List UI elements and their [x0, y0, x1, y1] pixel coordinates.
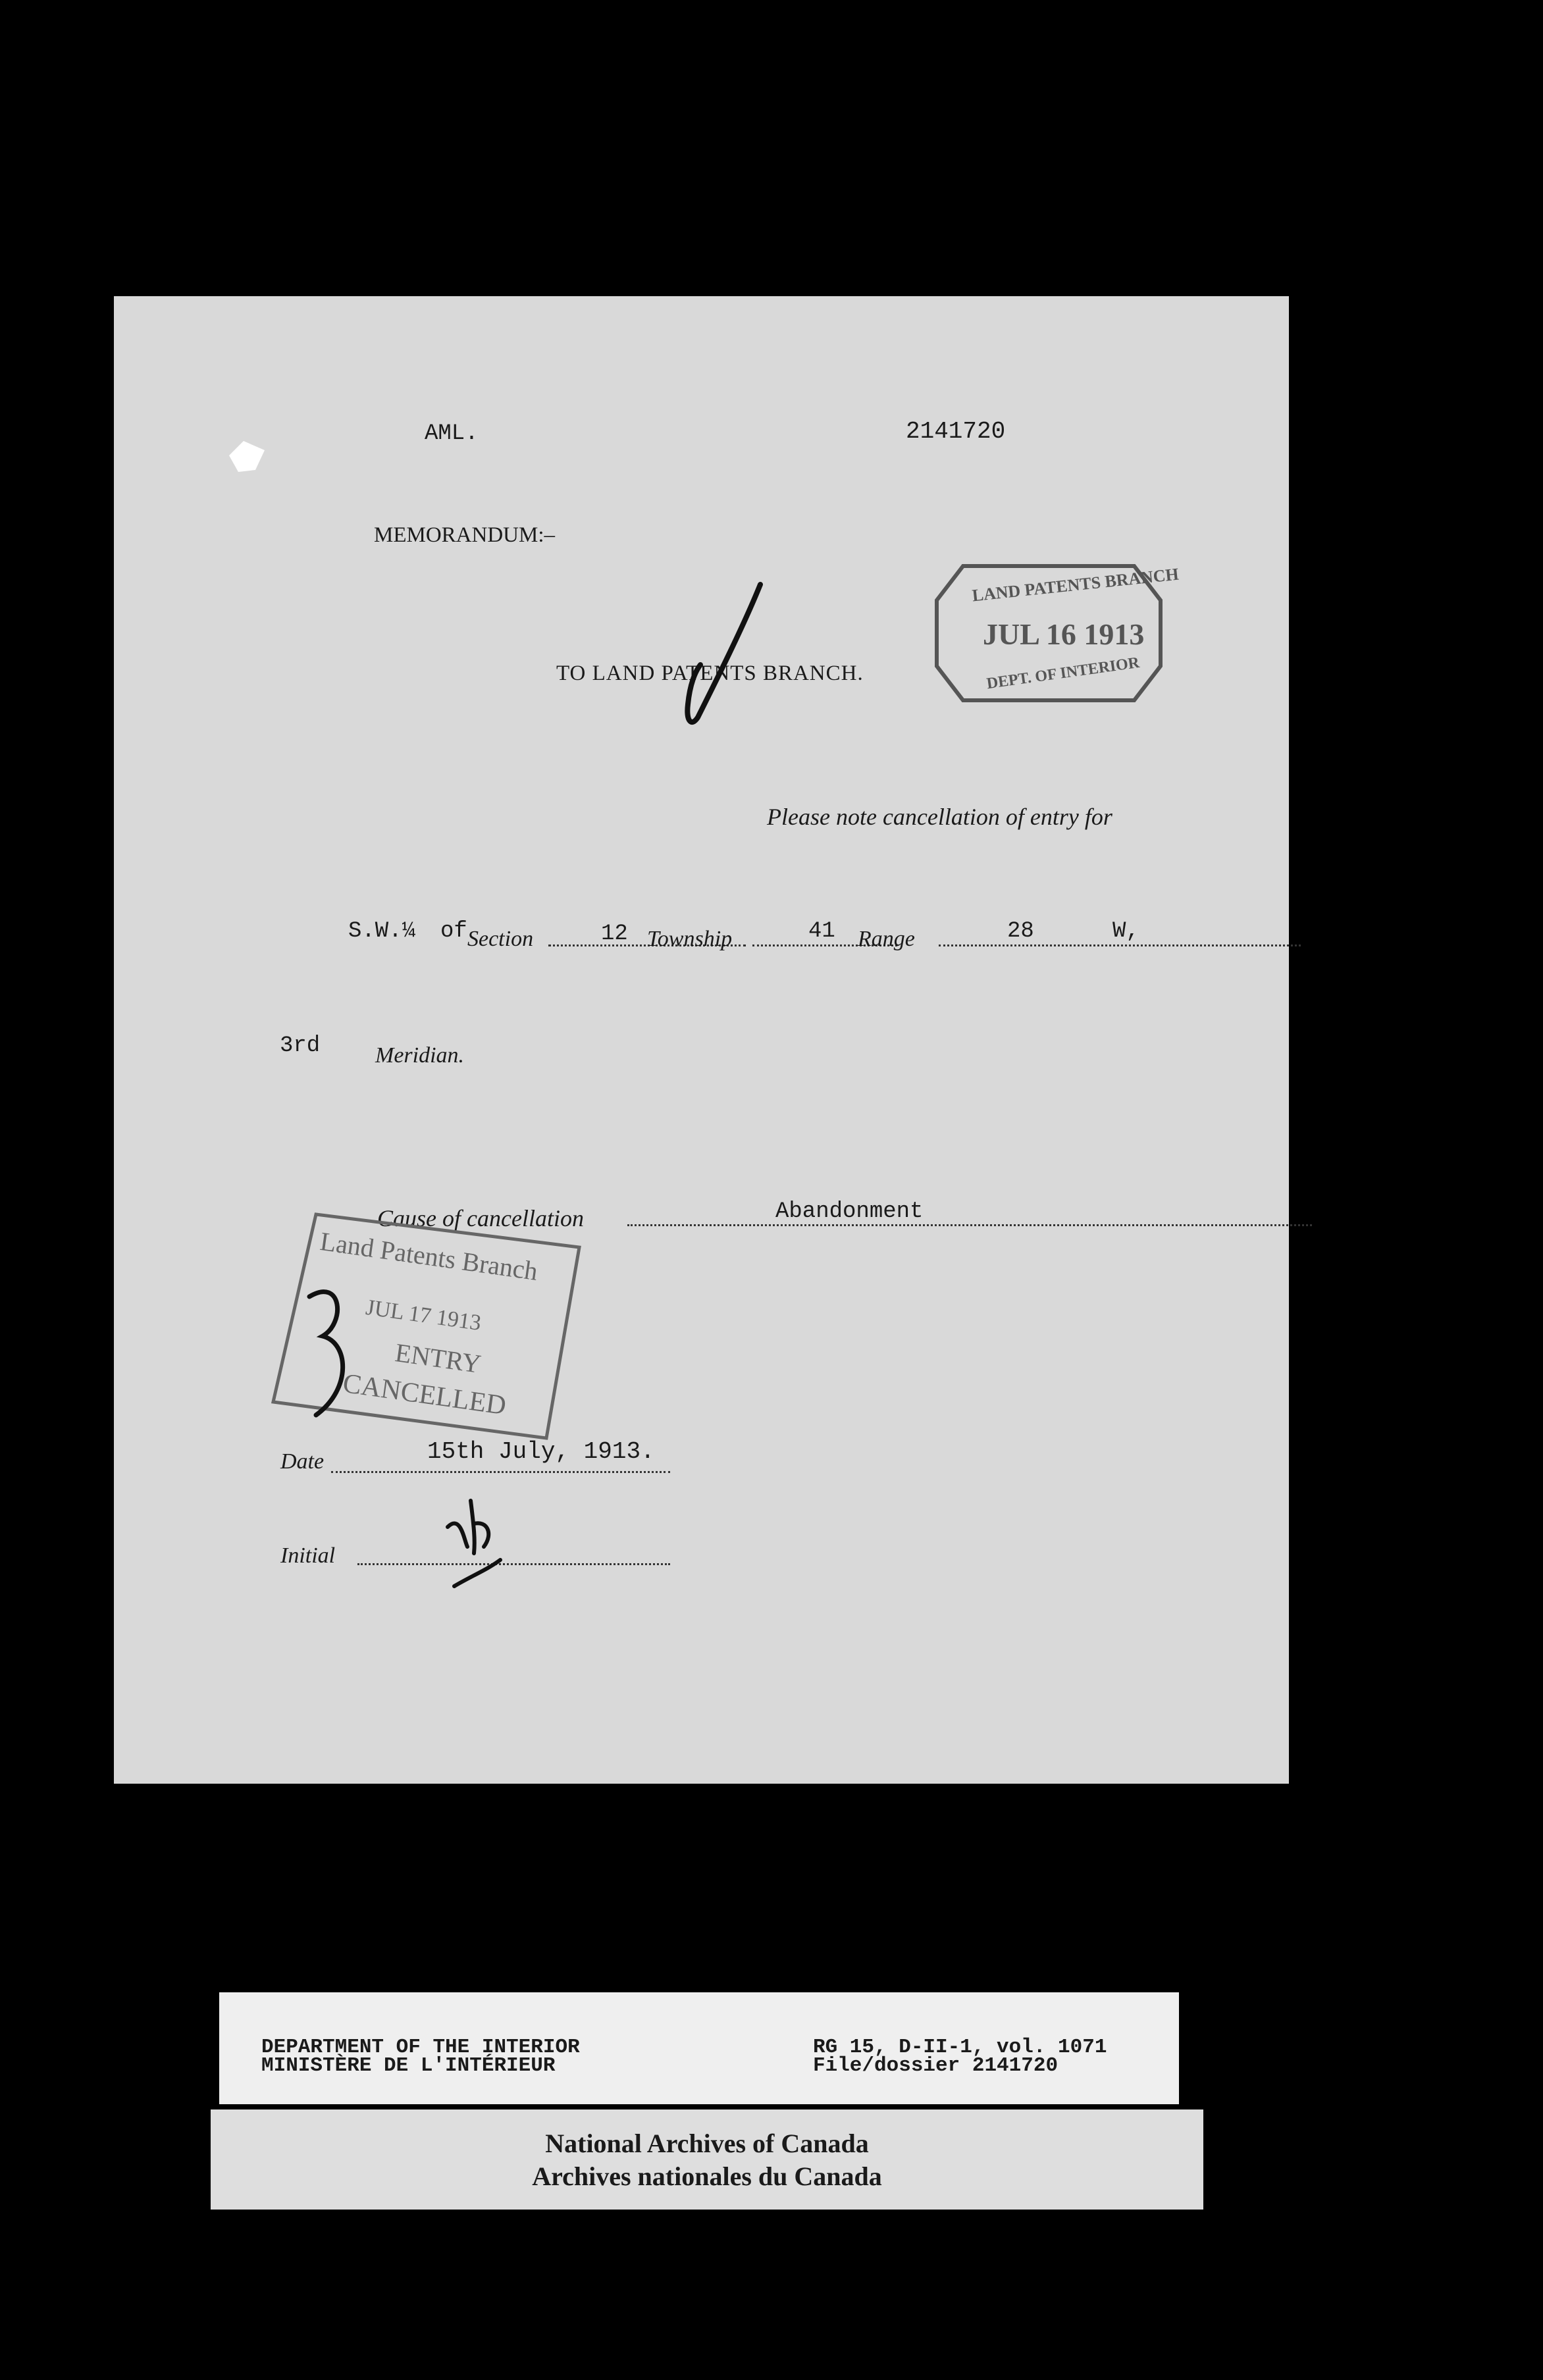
date-label: Date — [280, 1449, 325, 1474]
cancelled-stamp-date: JUL 17 1913 — [364, 1295, 483, 1336]
received-stamp-date: JUL 16 1913 — [983, 617, 1145, 651]
of-label: of — [440, 919, 467, 944]
township-label: Township — [647, 927, 733, 951]
stamp-handwritten-numeral — [296, 1283, 362, 1428]
date-value: 15th July, 1913. — [427, 1438, 655, 1465]
meridian-value: 3rd — [280, 1033, 321, 1058]
range-label: Range — [858, 927, 915, 951]
file-dossier-number: File/dossier 2141720 — [813, 2054, 1059, 2077]
cancelled-stamp-line4: CANCELLED — [341, 1368, 508, 1422]
archive-reference-label — [219, 1992, 1179, 2104]
cancelled-stamp-line3: ENTRY — [393, 1337, 483, 1379]
addressee-line: TO LAND PATENTS BRANCH. — [556, 661, 864, 685]
range-value: 28 — [1007, 919, 1034, 944]
archives-name-label — [211, 2109, 1203, 2210]
handwritten-check-mark — [671, 579, 777, 731]
file-number: 2141720 — [906, 418, 1006, 445]
note-line: Please note cancellation of entry for — [767, 804, 1112, 830]
reference-code: AML. — [425, 421, 479, 446]
cancelled-stamp-line1: Land Patents Branch — [318, 1226, 540, 1286]
department-english: DEPARTMENT OF THE INTERIOR — [261, 2036, 580, 2059]
received-date-stamp — [933, 561, 1180, 706]
cause-rule — [627, 1224, 1312, 1226]
memorandum-page — [114, 296, 1289, 1784]
direction-value: W, — [1112, 919, 1139, 944]
record-group-reference: RG 15, D-II-1, vol. 1071 — [813, 2036, 1107, 2059]
initial-label: Initial — [280, 1543, 336, 1568]
range-rule — [939, 944, 1301, 946]
township-value: 41 — [808, 919, 835, 944]
quarter-value: S.W.¼ — [348, 919, 416, 944]
department-french: MINISTÈRE DE L'INTÉRIEUR — [261, 2054, 556, 2077]
entry-cancelled-stamp — [270, 1211, 586, 1441]
punch-hole-mark — [224, 436, 270, 475]
received-stamp-line3: DEPT. OF INTERIOR — [985, 654, 1141, 693]
cause-value: Abandonment — [775, 1199, 924, 1224]
archives-name-english: National Archives of Canada — [545, 2129, 869, 2158]
date-rule — [331, 1471, 670, 1473]
section-value: 12 — [601, 921, 628, 946]
received-stamp-line1: LAND PATENTS BRANCH — [971, 564, 1180, 606]
section-label: Section — [467, 927, 534, 951]
meridian-label: Meridian. — [375, 1043, 465, 1068]
cause-label: Cause of cancellation — [377, 1205, 584, 1231]
memorandum-heading: MEMORANDUM:– — [374, 523, 556, 547]
handwritten-initial — [434, 1488, 527, 1599]
archives-name-french: Archives nationales du Canada — [532, 2161, 882, 2191]
